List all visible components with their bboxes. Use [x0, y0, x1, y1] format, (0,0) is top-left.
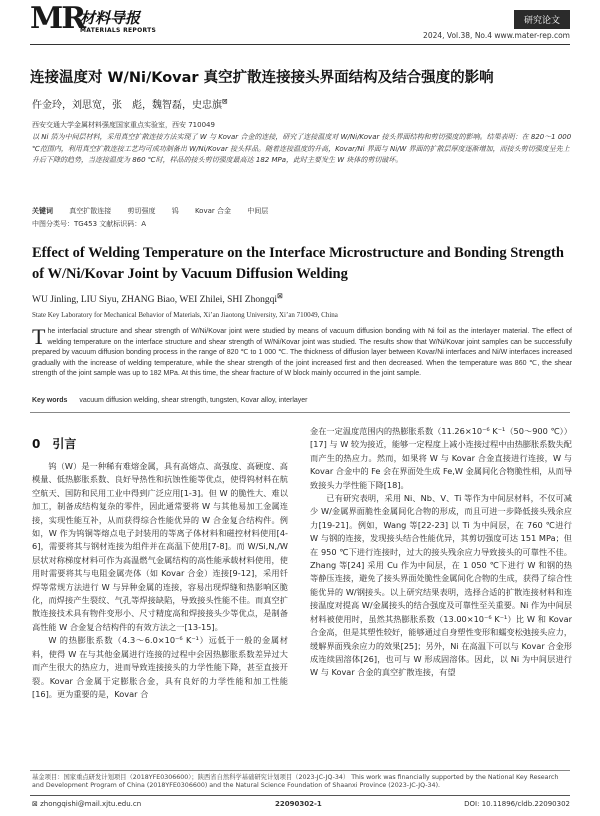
paragraph: 金在一定温度范围内的热膨胀系数（11.26×10⁻⁶ K⁻¹（50～900 ℃））[17] 与 W 较为接近，能够一定程度上减小连接过程中由热膨胀系数失配而产生的热应力。然而，如果将 W 与 Kovar 合金直接进行连接，W 与 Kovar 合金中的 Fe 会在界面处生成 Fe,W 金属间化合物脆性相，从而导致接头力学性能下降[18]。 [310, 426, 573, 490]
corresponding-mark-icon: ⊠ [276, 292, 283, 300]
footnote-rule [30, 770, 570, 771]
journal-header [0, 0, 600, 44]
footer-article-number: 22090302-1 [275, 800, 322, 808]
body-right-column [310, 425, 572, 680]
authors-en-text: WU Jinling, LIU Siyu, ZHANG Biao, WEI Zhilei, SHI Zhongqi [32, 295, 277, 306]
journal-name-cn: 材料导报 [80, 9, 141, 27]
affiliation-en: State Key Laboratory for Mechanical Behavior of Materials, Xi’an Jiaotong University, Xi’an 710049, China [32, 311, 338, 319]
keywords-en-text: vacuum diffusion welding, shear strength, tungsten, Kovar alloy, interlayer [79, 397, 308, 404]
footer-doi: DOI: 10.11896/cldb.22090302 [464, 800, 570, 808]
journal-name-en: MATERIALS REPORTS [80, 27, 157, 34]
keyword-cn: 剪切强度 [127, 207, 156, 215]
paragraph: 钨（W）是一种稀有难熔金属，具有高熔点、高强度、高硬度、高模量、低热膨胀系数、良好导热性和抗蚀性能等优点，使得钨材料在航空航天、国防和民用工业中得到广泛应用[1-3]。但 W 的脆性大、难以加工，制备成结构复杂的零件，因此通常要将 W 与其他易加工金属连接，实现性能互补，从而获得综合性能优异的 W 合金复合结构件。例如，W 作为钨铜等熔点电子封装用的等离子体材料和磁控材料使用[4-6]，需要将其与钢材连接为组件并在高温下使用[7-8]。而 W/Si,N,/W 层状对称梯度材料可作为高温燃气金属结构的高性能承载材料使用，使用时需要将其与电阻金属壳体（如 Kovar 合金）连接[9-12]，采用钎焊等常规方法进行 W 与异种金属的连接，容易出现焊缝和热影响区脆化，而焊接产生裂纹、气孔等焊接缺陷，导致接头性能不佳。而真空扩散连接技术具有物件变形小、尺寸精度高和焊接接头少等优点，是制备高性能 W 合金复合结构件的有效方法之一[13-15]。 [32, 461, 288, 632]
journal-logo-mark: MR [30, 1, 85, 36]
title-cn: 连接温度对 W/Ni/Kovar 真空扩散连接接头界面结构及结合强度的影响 [30, 70, 494, 86]
abstract-cn: 以 Ni 箔为中间层材料，采用真空扩散连接方法实现了 W 与 Kovar 合金的连接，研究了连接温度对 W/Ni/Kovar 接头界面结构和剪切强度的影响。结果表明：在 820～1 000 ℃范围内，利用真空扩散连接工艺均可成功制备出 W/Ni/Kovar 接头样品。随着连接温度的升高，Kovar/Ni 界面与 Ni/W 界面的扩散层厚度逐渐增加，而接头剪切强度呈先上升后下降的趋势，当连接温度为 860 ℃时，样品的接头剪切强度最高达 182 MPa，此时主要发生 W 块体的剪切破坏。 [32, 133, 572, 164]
keyword-cn: 钨 [171, 207, 179, 215]
footer-email: ⊠ zhongqishi@mail.xjtu.edu.cn [32, 800, 142, 808]
footer-rule [30, 795, 570, 796]
keyword-cn: Kovar 合金 [194, 207, 231, 215]
paragraph: 已有研究表明，采用 Ni、Nb、V、Ti 等作为中间层材料，不仅可减少 W/金属界面脆性金属间化合物的形成，而且可进一步降低接头残余应力[19-21]。例如，Wang 等[22-23] 以 Ti 为中间层，在 760 ℃进行 W 与钢的连接，发现接头结合性能优异，其剪切强度可达 151 MPa；但在 950 ℃下进行连接时，过大的接头残余应力导致接头的可靠性不佳。Zhang 等[24] 采用 Cu 作为中间层，在 1 050 ℃下进行 W 和钢的热等静压连接，避免了接头界面处脆性金属间化合物的生成，获得了综合性能优异的 W/钢接头。以上研究结果表明，选择合适的扩散连接材料和连接温度对提高 W/金属接头的结合强度及可靠性至关重要。Ni 作为中间层材料被使用时，虽然其热膨胀系数（13.00×10⁻⁶ K⁻¹）比 W 和 Kovar 合金高，但是其塑性较好，能够通过自身塑性变形和蠕变松弛接头应力，缓解界面残余应力的效果[25]；另外，Ni 在高温下可以与 Kovar 合金形成连续固溶体[26]，也可与 W 形成固溶体。因此，以 Ni 为中间层进行 W 与 Kovar 合金的真空扩散连接，有望 [310, 493, 573, 678]
abstract-divider [30, 412, 570, 413]
keyword-cn: 真空扩散连接 [69, 207, 112, 215]
abstract-en [32, 324, 572, 380]
corresponding-mark-icon: ⊠ [222, 97, 228, 106]
authors-en [32, 292, 283, 305]
drop-cap: T [32, 324, 46, 349]
keywords-en-label: Key words [32, 397, 68, 404]
abstract-en-text: he interfacial structure and shear strength of W/Ni/Kovar joint were studied by means of vacuum diffusion bonding with Ni foil as the interlayer material. The effect of welding temperature on the interface structure and shear strength of W/Ni/Kovar joint was studied. The results show that W/Ni/Kovar joint samples can be successfully prepared by vacuum diffusion bonding process in the range of 820 ℃ to 1 000 ℃. The thickness of diffusion layer between Kovar/Ni interfaces and Ni/W interfaces increased gradually with the increase of welding temperature, while the shear strength of the joint increased first and then decreased. When the temperature was 860 ℃, the shear strength of the joint sample was up to 182 MPa. At this time, the shear fracture of W block mainly occurred in the joint sample. [32, 328, 572, 378]
body-left-column [32, 460, 288, 701]
authors-cn [32, 96, 228, 111]
keywords-cn-label: 关键词 [32, 207, 53, 215]
section-heading: 0 引言 [32, 437, 77, 451]
affiliation-cn: 西安交通大学金属材料强度国家重点实验室，西安 710049 [32, 121, 215, 129]
title-en: Effect of Welding Temperature on the Interface Microstructure and Bonding Strength of W/Ni/Kovar Joint by Vacuum Diffusion Welding [32, 245, 564, 282]
header-rule [30, 44, 570, 45]
keywords-cn [32, 206, 268, 216]
classification-cn: 中图分类号：TG453 文献标识码：A [32, 220, 147, 228]
issue-info: 2024, Vol.38, No.4 www.mater-rep.com [423, 31, 570, 40]
funding-footnote: 基金项目：国家重点研发计划项目（2018YFE0306600）；陕西省自然科学基础研究计划项目（2023-JC-JQ-34） This work was financially supported by the National Key Research and Development Program of China (2018YFE0306600) and the Natural Science Foundation of Shaanxi Province (2023-JC-JQ-34). [32, 774, 559, 790]
keywords-en [32, 397, 308, 404]
keyword-cn: 中间层 [247, 207, 269, 215]
column-badge: 研究论文 [514, 10, 570, 29]
paragraph: W 的热膨胀系数（4.3～6.0×10⁻⁶ K⁻¹）远低于一般的金属材料，使得 W 在与其他金属进行连接的过程中会因热膨胀系数差异过大而产生很大的热应力，进而导致连接接头的力学性能下降，甚至直接开裂。Kovar 合金属于定膨胀合金，具有良好的力学性能和加工性能[16]。更为重要的是，Kovar 合 [32, 635, 288, 699]
authors-cn-text: 仵金玲，刘思宽，张 彪，魏智磊，史忠旗 [32, 100, 222, 111]
